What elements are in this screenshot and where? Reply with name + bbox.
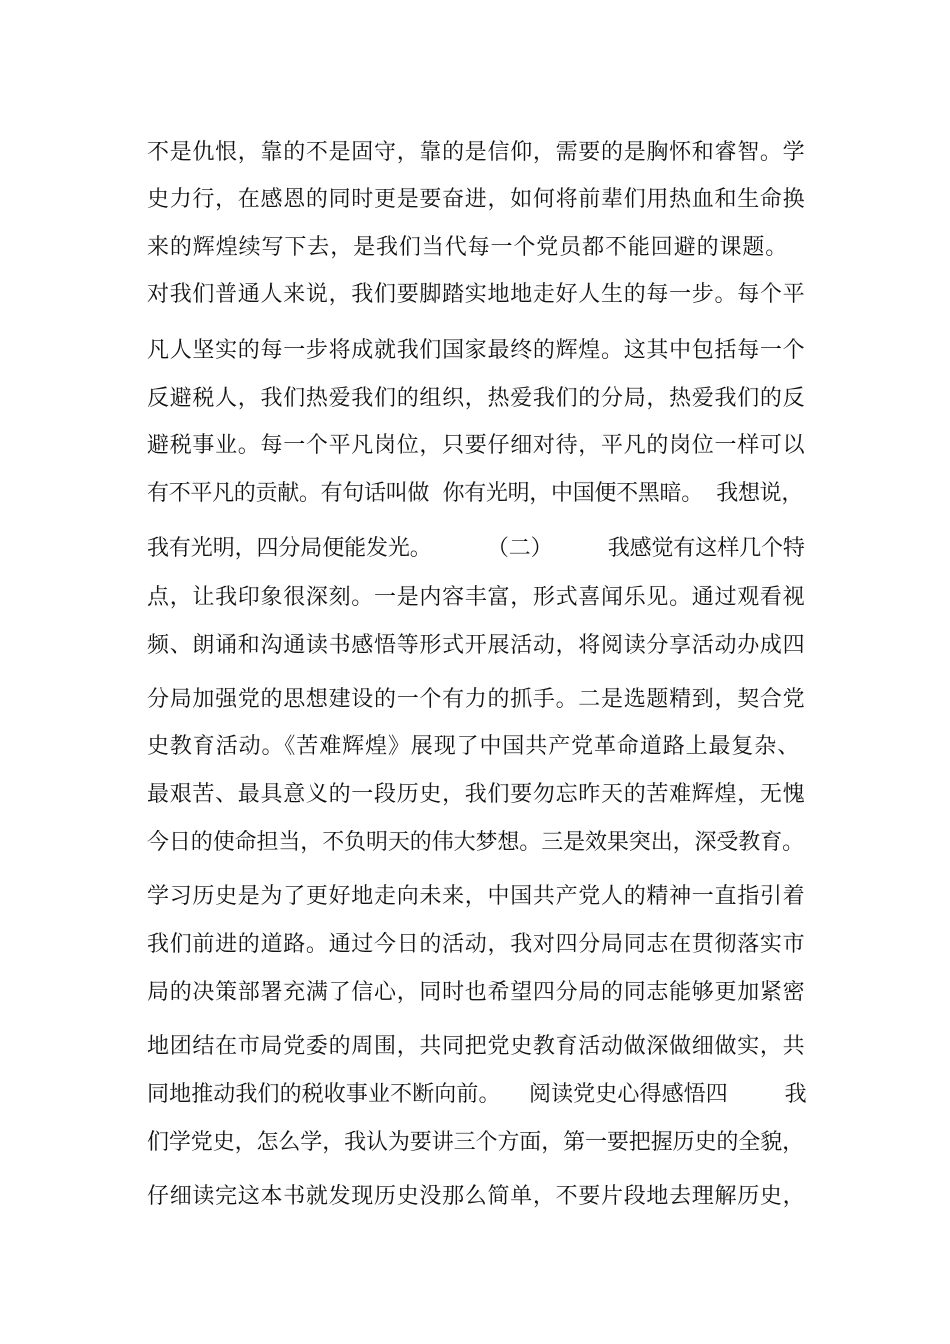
text-line: 有不平凡的贡献。有句话叫做 你有光明，中国便不黑暗。 我想说， [147,481,804,506]
text-line: 来的辉煌续写下去，是我们当代每一个党员都不能回避的课题。 [147,235,789,260]
text-line: 史教育活动。《苦难辉煌》展现了中国共产党革命道路上最复杂、 [147,734,801,759]
text-line: 学习历史是为了更好地走向未来，中国共产党人的精神一直指引着 [147,884,806,909]
text-line: 局的决策部署充满了信心，同时也希望四分局的同志能够更加紧密 [147,980,806,1005]
text-line: 最艰苦、最具意义的一段历史，我们要勿忘昨天的苦难辉煌，无愧 [147,782,806,807]
text-line: 避税事业。每一个平凡岗位，只要仔细对待，平凡的岗位一样可以 [147,433,806,458]
text-line: 仔细读完这本书就发现历史没那么简单，不要片段地去理解历史， [147,1184,806,1209]
text-line: 地团结在市局党委的周围，共同把党史教育活动做深做细做实，共 [147,1034,806,1059]
text-line: 同地推动我们的税收事业不断向前。 阅读党史心得感悟四 我 [147,1082,807,1107]
text-line: 点，让我印象很深刻。一是内容丰富，形式喜闻乐见。通过观看视 [147,585,806,610]
text-line: 今日的使命担当，不负明天的伟大梦想。三是效果突出，深受教育。 [147,830,805,855]
text-line: 频、朗诵和沟通读书感悟等形式开展活动，将阅读分享活动办成四 [147,633,806,658]
text-line: 对我们普通人来说，我们要脚踏实地地走好人生的每一步。每个平 [147,282,806,307]
text-line: 们学党史，怎么学，我认为要讲三个方面，第一要把握历史的全貌， [147,1130,805,1155]
text-line: 凡人坚实的每一步将成就我们国家最终的辉煌。这其中包括每一个 [147,338,806,363]
text-line: 我们前进的道路。通过今日的活动，我对四分局同志在贯彻落实市 [147,932,806,957]
text-line: 反避税人，我们热爱我们的组织，热爱我们的分局，热爱我们的反 [147,386,806,411]
text-line: 我有光明，四分局便能发光。 （二） 我感觉有这样几个特 [147,536,805,561]
text-line: 史力行，在感恩的同时更是要奋进，如何将前辈们用热血和生命换 [147,187,806,212]
text-line: 不是仇恨，靠的不是固守，靠的是信仰，需要的是胸怀和睿智。学 [147,140,806,165]
text-line: 分局加强党的思想建设的一个有力的抓手。二是选题精到，契合党 [147,687,806,712]
